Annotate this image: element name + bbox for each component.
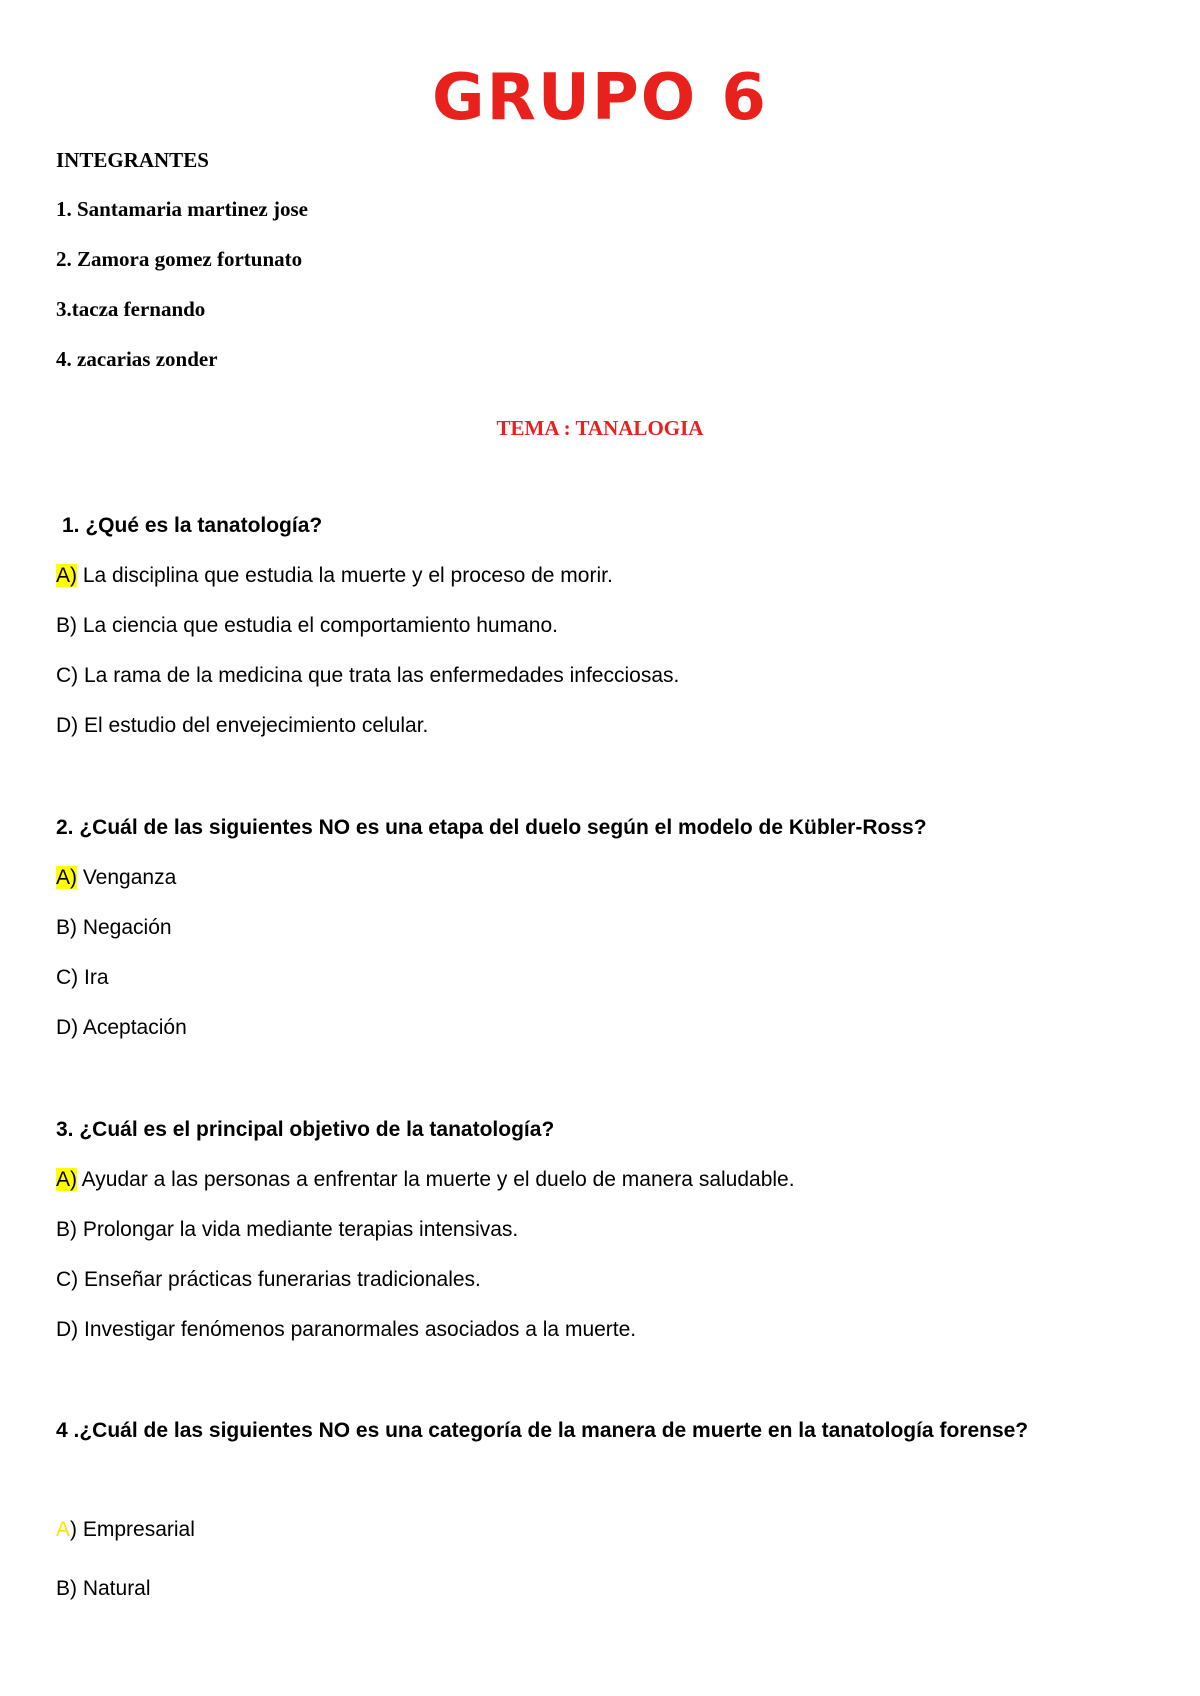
option-3d: [56, 1317, 636, 1343]
option-text: Aceptación: [78, 1016, 187, 1039]
option-4a: [56, 1517, 195, 1543]
option-text: Investigar fenómenos paranormales asociados a la muerte.: [78, 1318, 637, 1341]
answer-highlight: A): [56, 1168, 77, 1191]
option-letter-suffix: ): [70, 1518, 78, 1541]
option-text: Empresarial: [77, 1518, 195, 1541]
option-text: Negación: [77, 916, 172, 939]
option-2a: [56, 865, 176, 891]
option-3b: [56, 1217, 518, 1243]
option-text: La disciplina que estudia la muerte y el proceso de morir.: [77, 564, 613, 587]
option-3c: [56, 1267, 481, 1293]
question-3: 3. ¿Cuál es el principal objetivo de la tanatología?: [56, 1118, 555, 1141]
option-text: El estudio del envejecimiento celular.: [78, 714, 429, 737]
question-1: 1. ¿Qué es la tanatología?: [62, 514, 323, 537]
option-letter: D): [56, 1016, 79, 1039]
option-letter: B): [56, 1577, 77, 1600]
option-text: Enseñar prácticas funerarias tradicionales.: [78, 1268, 481, 1291]
option-letter: C): [56, 966, 79, 989]
option-1d: [56, 713, 428, 739]
member-item: 2. Zamora gomez fortunato: [56, 247, 303, 271]
topic-heading: TEMA : TANALOGIA: [496, 416, 704, 440]
member-item: 3.tacza fernando: [56, 297, 206, 321]
page-title: GRUPO 6: [432, 61, 768, 135]
option-text: Natural: [77, 1577, 151, 1600]
member-item: 1. Santamaria martinez jose: [56, 197, 308, 221]
option-2b: [56, 915, 172, 941]
option-2c: [56, 965, 109, 991]
option-text: Venganza: [77, 866, 177, 889]
option-1b: [56, 613, 558, 639]
option-1c: [56, 663, 679, 689]
option-letter: B): [56, 1218, 77, 1241]
option-2d: [56, 1015, 187, 1041]
answer-highlight: A: [56, 1518, 71, 1541]
question-2: 2. ¿Cuál de las siguientes NO es una etapa del duelo según el modelo de Kübler-Ross?: [56, 816, 927, 839]
option-text: La rama de la medicina que trata las enfermedades infecciosas.: [78, 664, 680, 687]
option-letter: D): [56, 714, 79, 737]
option-letter: D): [56, 1318, 79, 1341]
question-4: 4 .¿Cuál de las siguientes NO es una categoría de la manera de muerte en la tanatología forense?: [56, 1419, 1029, 1442]
option-text: La ciencia que estudia el comportamiento humano.: [77, 614, 558, 637]
option-1a: [56, 563, 613, 589]
option-letter: B): [56, 614, 77, 637]
members-heading: INTEGRANTES: [56, 148, 209, 172]
option-text: Prolongar la vida mediante terapias intensivas.: [77, 1218, 519, 1241]
option-letter: C): [56, 664, 79, 687]
option-text: Ira: [78, 966, 109, 989]
option-letter: B): [56, 916, 77, 939]
member-item: 4. zacarias zonder: [56, 347, 218, 371]
answer-highlight: A): [56, 564, 77, 587]
option-letter: C): [56, 1268, 79, 1291]
option-text: Ayudar a las personas a enfrentar la muerte y el duelo de manera saludable.: [77, 1168, 795, 1191]
option-3a: [56, 1167, 795, 1193]
answer-highlight: A): [56, 866, 77, 889]
option-4b: [56, 1576, 151, 1602]
